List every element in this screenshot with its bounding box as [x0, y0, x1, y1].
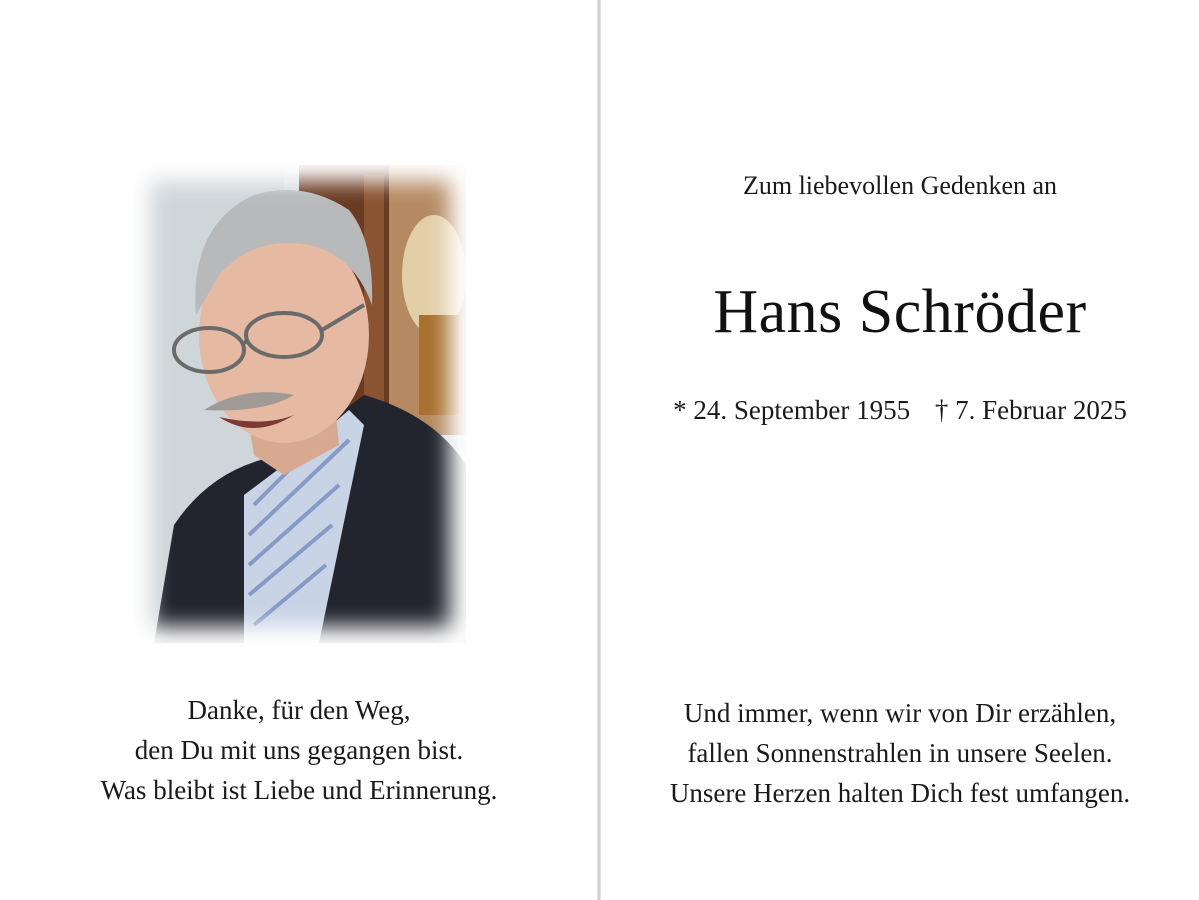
left-page [0, 0, 598, 900]
life-dates [601, 395, 1199, 426]
death-date: † 7. Februar 2025 [934, 395, 1127, 425]
right-page [601, 0, 1199, 900]
portrait-photo [134, 165, 466, 643]
right-verse [601, 693, 1199, 813]
verse-line: Und immer, wenn wir von Dir erzählen, [683, 698, 1117, 728]
verse-line: fallen Sonnenstrahlen in unsere Seelen. [687, 738, 1113, 768]
verse-line: Unsere Herzen halten Dich fest umfangen. [669, 778, 1131, 808]
verse-line: den Du mit uns gegangen bist. [134, 735, 464, 765]
verse-line: Danke, für den Weg, [187, 695, 411, 725]
left-verse [0, 690, 598, 810]
birth-date: * 24. September 1955 [673, 395, 911, 425]
deceased-name: Hans Schröder [713, 278, 1087, 346]
memorial-intro: Zum liebevollen Gedenken an [742, 171, 1058, 200]
verse-line: Was bleibt ist Liebe und Erinnerung. [100, 775, 498, 805]
